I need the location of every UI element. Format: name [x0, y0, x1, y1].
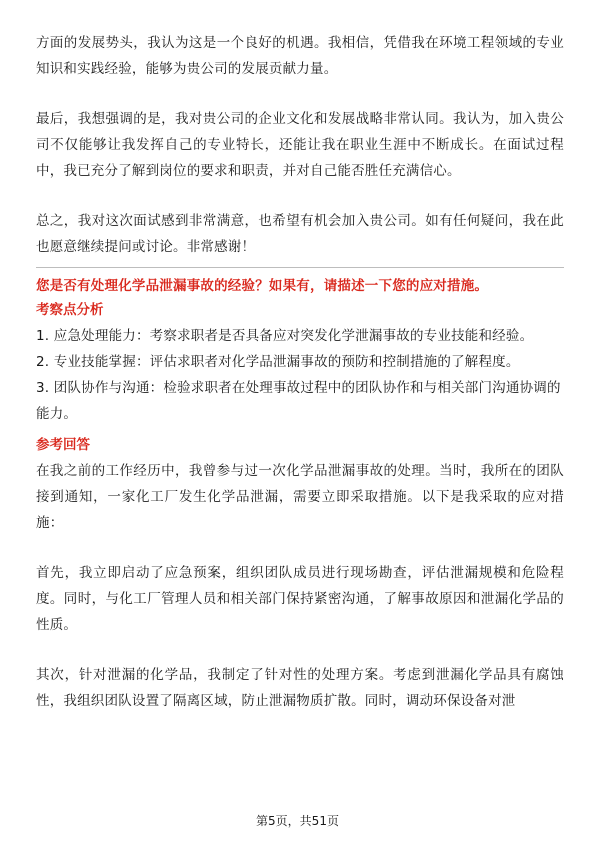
list-item: 1. 应急处理能力：考察求职者是否具备应对突发化学泄漏事故的专业技能和经验。: [36, 328, 534, 344]
answer-paragraph-1: 在我之前的工作经历中，我曾参与过一次化学品泄漏事故的处理。当时，我所在的团队接到通知，一家化工厂发生化学品泄漏，需要立即采取措施。以下是我采取的应对措施：: [36, 463, 564, 531]
answer-paragraph-3: 其次，针对泄漏的化学品，我制定了针对性的处理方案。考虑到泄漏化学品具有腐蚀性，我组织团队设置了隔离区域，防止泄漏物质扩散。同时，调动环保设备对泄: [36, 667, 564, 709]
intro-paragraph-1: 方面的发展势头，我认为这是一个良好的机遇。我相信，凭借我在环境工程领域的专业知识和实践经验，能够为贵公司的发展贡献力量。: [36, 35, 564, 77]
list-item: 2. 专业技能掌握：评估求职者对化学品泄漏事故的预防和控制措施的了解程度。: [36, 354, 520, 370]
spacer: [36, 82, 564, 106]
spacer: [36, 184, 564, 208]
intro-paragraph-2: 最后，我想强调的是，我对贵公司的企业文化和发展战略非常认同。我认为，加入贵公司不仅能够让我发挥自己的专业特长，还能让我在职业生涯中不断成长。在面试过程中，我已充分了解到岗位的要求和职责，并对自己能否胜任充满信心。: [36, 111, 564, 179]
analysis-heading: 考察点分析: [36, 302, 104, 318]
interview-question: 您是否有处理化学品泄漏事故的经验？如果有，请描述一下您的应对措施。: [36, 278, 489, 294]
spacer: [36, 638, 564, 662]
spacer: [36, 536, 564, 560]
section-divider: [36, 267, 564, 268]
list-item: 3. 团队协作与沟通：检验求职者在处理事故过程中的团队协作和与相关部门沟通协调的能力。: [36, 380, 561, 422]
page-number: 第5页，共51页: [256, 814, 339, 828]
answer-heading: 参考回答: [36, 437, 90, 453]
analysis-list: [36, 323, 564, 427]
document-page: [36, 30, 564, 714]
answer-paragraph-2: 首先，我立即启动了应急预案，组织团队成员进行现场勘查，评估泄漏规模和危险程度。同时，与化工厂管理人员和相关部门保持紧密沟通，了解事故原因和泄漏化学品的性质。: [36, 565, 564, 633]
intro-paragraph-3: 总之，我对这次面试感到非常满意，也希望有机会加入贵公司。如有任何疑问，我在此也愿意继续提问或讨论。非常感谢！: [36, 213, 564, 255]
